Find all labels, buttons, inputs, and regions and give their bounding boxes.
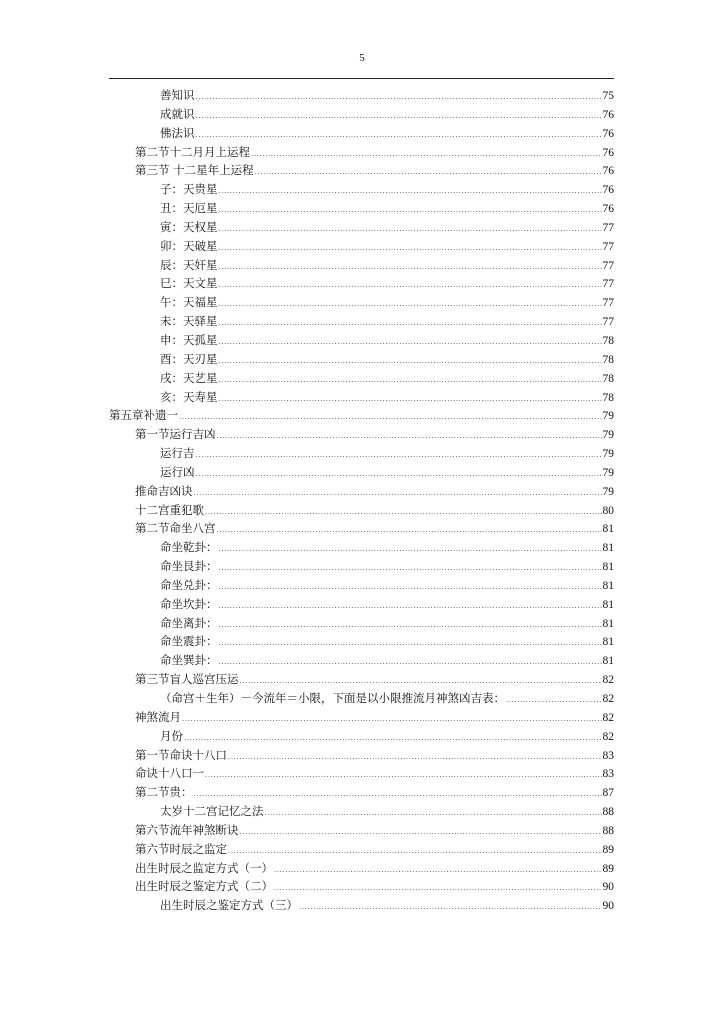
toc-entry-page: 81 (602, 655, 614, 668)
toc-entry-page: 88 (602, 806, 614, 819)
toc-entry-page: 81 (602, 542, 614, 555)
dot-leader (219, 293, 602, 314)
dot-leader (265, 802, 602, 823)
dot-leader (184, 727, 602, 748)
toc-entry-title: 子：天贵星 (160, 182, 218, 197)
toc-entry-title: 第五章补遗一 (109, 408, 178, 423)
toc-entry-title: 午：天福星 (160, 295, 218, 310)
toc-entry[interactable] (0, 350, 724, 369)
toc-entry-page: 76 (602, 184, 614, 197)
toc-entry-title: 第二节十二月月上运程 (135, 144, 250, 159)
toc-entry-page: 82 (602, 711, 614, 724)
toc-entry[interactable] (0, 463, 724, 482)
toc-entry-page: 81 (602, 598, 614, 611)
dot-leader (506, 689, 602, 710)
toc-entry-page: 79 (602, 485, 614, 498)
dot-leader (196, 105, 602, 126)
dot-leader (205, 764, 602, 785)
dot-leader (217, 425, 602, 446)
toc-entry[interactable] (0, 746, 724, 765)
toc-entry[interactable] (0, 632, 724, 651)
toc-entry-page: 76 (602, 165, 614, 178)
toc-entry-title: 成就识 (160, 106, 195, 121)
toc-entry-title: （命宫＋生年）－今流年＝小限，下面是以小限推流月神煞凶吉表： (160, 691, 505, 705)
toc-entry-title: 第六节流年神煞断诀 (135, 822, 239, 837)
toc-entry[interactable] (0, 821, 724, 840)
dot-leader (219, 199, 602, 220)
toc-entry-title: 神煞流月 (135, 709, 181, 724)
toc-entry[interactable] (0, 199, 724, 218)
dot-leader (219, 180, 602, 201)
toc-entry-title: 第三节 十二星年上运程 (135, 163, 254, 178)
toc-entry-title: 寅：天权星 (160, 219, 218, 234)
toc-entry-title: 第一节运行吉凶 (135, 427, 216, 442)
toc-entry[interactable] (0, 161, 724, 180)
toc-entry-page: 77 (602, 221, 614, 234)
toc-entry-page: 89 (602, 862, 614, 875)
dot-leader (240, 821, 602, 842)
toc-entry-page: 75 (602, 90, 614, 102)
toc-entry-page: 77 (602, 240, 614, 253)
toc-entry[interactable] (0, 614, 724, 633)
dot-leader (274, 859, 602, 880)
toc-entry-page: 83 (602, 749, 614, 762)
dot-leader (219, 651, 602, 672)
toc-entry-title: 亥：天寿星 (160, 389, 218, 404)
toc-entry-page: 82 (602, 730, 614, 743)
toc-entry-title: 推命吉凶诀 (135, 483, 193, 498)
dot-leader (182, 708, 602, 729)
toc-entry-page: 77 (602, 259, 614, 272)
toc-entry[interactable] (0, 576, 724, 595)
toc-entry[interactable] (0, 802, 724, 821)
toc-entry[interactable] (0, 557, 724, 576)
dot-leader (219, 350, 602, 371)
dot-leader (194, 783, 602, 804)
toc-entry-page: 81 (602, 561, 614, 574)
toc-entry-page: 83 (602, 768, 614, 781)
toc-entry-title: 未：天驿星 (160, 314, 218, 329)
toc-entry[interactable] (0, 406, 724, 425)
toc-entry[interactable] (0, 425, 724, 444)
toc-entry[interactable] (0, 274, 724, 293)
toc-entry-title: 第二节贵： (135, 785, 193, 800)
toc-entry[interactable] (0, 651, 724, 670)
toc-entry[interactable] (0, 519, 724, 538)
toc-entry[interactable] (0, 237, 724, 256)
toc-entry[interactable] (0, 727, 724, 746)
toc-entry-page: 90 (602, 881, 614, 894)
dot-leader (219, 274, 602, 295)
toc-entry-title: 第三节盲人巡宫压运 (135, 672, 239, 687)
toc-entry-page: 79 (602, 466, 614, 479)
toc-entry-page: 77 (602, 297, 614, 310)
dot-leader (219, 369, 602, 390)
toc-entry[interactable] (0, 840, 724, 859)
toc-entry-title: 命坐坎卦： (160, 596, 218, 611)
toc-entry-title: 辰：天奸星 (160, 257, 218, 272)
toc-entry[interactable] (0, 369, 724, 388)
dot-leader (219, 614, 602, 635)
toc-entry-title: 命坐离卦： (160, 615, 218, 630)
dot-leader (219, 218, 602, 239)
dot-leader (196, 463, 602, 484)
toc-entry[interactable] (0, 86, 724, 105)
toc-entry-title: 命坐震卦： (160, 634, 218, 649)
toc-entry-title: 卯：天破星 (160, 238, 218, 253)
toc-entry-page: 87 (602, 787, 614, 800)
page-number: 5 (359, 52, 365, 64)
toc-entry[interactable] (0, 482, 724, 501)
toc-entry[interactable] (0, 388, 724, 407)
toc-entry-title: 命诀十八口一 (135, 766, 204, 781)
toc-entry-title: 命坐巽卦： (160, 653, 218, 668)
toc-entry-title: 酉：天刃星 (160, 351, 218, 366)
toc-entry-page: 80 (602, 504, 614, 517)
dot-leader (217, 519, 602, 540)
toc-entry[interactable] (0, 143, 724, 162)
dot-leader (251, 143, 602, 164)
toc-entry-title: 命坐兑卦： (160, 577, 218, 592)
dot-leader (219, 632, 602, 653)
toc-entry-page: 77 (602, 278, 614, 291)
toc-entry-title: 第六节时辰之监定 (135, 841, 227, 856)
toc-entry[interactable] (0, 501, 724, 520)
toc-entry-page: 76 (602, 127, 614, 140)
toc-entry-page: 76 (602, 108, 614, 121)
toc-entry-title: 申：天孤星 (160, 332, 218, 347)
toc-entry[interactable] (0, 444, 724, 463)
table-of-contents (0, 86, 724, 915)
toc-entry-title: 第一节命诀十八口 (135, 747, 227, 762)
toc-entry-page: 78 (602, 353, 614, 366)
toc-entry[interactable] (0, 293, 724, 312)
toc-entry-title: 运行凶 (160, 464, 195, 479)
dot-leader (219, 237, 602, 258)
dot-leader (228, 840, 602, 861)
dot-leader (219, 388, 602, 409)
toc-entry-page: 78 (602, 372, 614, 385)
toc-entry-page: 81 (602, 579, 614, 592)
toc-entry-page: 78 (602, 334, 614, 347)
toc-entry-title: 太岁十二宫记忆之法 (160, 804, 264, 819)
toc-entry[interactable] (0, 256, 724, 275)
toc-entry[interactable] (0, 764, 724, 783)
toc-entry[interactable] (0, 859, 724, 878)
toc-entry[interactable] (0, 312, 724, 331)
header-rule (109, 78, 614, 79)
dot-leader (196, 124, 602, 145)
toc-entry-page: 89 (602, 843, 614, 856)
toc-entry-title: 出生时辰之鉴定方式（二） (135, 879, 273, 894)
toc-entry-page: 82 (602, 693, 614, 705)
toc-entry-title: 出生时辰之鉴定方式（三） (160, 898, 298, 913)
toc-entry[interactable] (0, 538, 724, 557)
dot-leader (219, 331, 602, 352)
toc-entry-title: 戌：天艺星 (160, 370, 218, 385)
toc-entry-title: 命坐艮卦： (160, 559, 218, 574)
dot-leader (228, 746, 602, 767)
toc-entry-title: 月份 (160, 728, 183, 743)
dot-leader (219, 312, 602, 333)
toc-entry[interactable] (0, 877, 724, 896)
toc-entry-page: 81 (602, 523, 614, 536)
dot-leader (255, 161, 602, 182)
toc-entry-page: 81 (602, 617, 614, 630)
toc-entry-page: 78 (602, 391, 614, 404)
dot-leader (219, 538, 602, 559)
dot-leader (205, 501, 602, 522)
toc-entry[interactable] (0, 783, 724, 802)
dot-leader (179, 406, 602, 427)
dot-leader (194, 482, 602, 503)
toc-entry[interactable] (0, 124, 724, 143)
toc-entry-title: 第二节命坐八宫 (135, 521, 216, 536)
toc-entry-page: 82 (602, 674, 614, 687)
dot-leader (219, 595, 602, 616)
toc-entry-page: 81 (602, 636, 614, 649)
toc-entry-title: 运行吉 (160, 446, 195, 461)
dot-leader (219, 576, 602, 597)
toc-entry-page: 77 (602, 316, 614, 329)
toc-entry-title: 十二宫重犯歌 (135, 502, 204, 517)
toc-entry[interactable] (0, 896, 724, 915)
toc-entry-page: 79 (602, 448, 614, 461)
toc-entry-page: 79 (602, 410, 614, 423)
toc-entry[interactable] (0, 331, 724, 350)
dot-leader (240, 670, 602, 691)
toc-entry[interactable] (0, 708, 724, 727)
toc-entry[interactable] (0, 670, 724, 689)
toc-entry-title: 丑：天厄星 (160, 201, 218, 216)
toc-entry-page: 76 (602, 203, 614, 216)
toc-entry[interactable] (0, 218, 724, 237)
toc-entry-title: 善知识 (160, 88, 195, 102)
toc-entry-title: 巳：天文星 (160, 276, 218, 291)
dot-leader (274, 877, 602, 898)
dot-leader (196, 86, 602, 107)
dot-leader (219, 557, 602, 578)
toc-entry-page: 88 (602, 824, 614, 837)
dot-leader (299, 896, 602, 917)
toc-entry[interactable] (0, 595, 724, 614)
toc-entry-title: 出生时辰之监定方式（一） (135, 860, 273, 875)
toc-entry-page: 79 (602, 429, 614, 442)
toc-entry[interactable] (0, 180, 724, 199)
dot-leader (219, 256, 602, 277)
toc-entry-page: 76 (602, 146, 614, 159)
toc-entry-page: 90 (602, 900, 614, 913)
toc-entry-title: 佛法识 (160, 125, 195, 140)
dot-leader (196, 444, 602, 465)
toc-entry[interactable] (0, 689, 724, 708)
toc-entry-title: 命坐乾卦： (160, 540, 218, 555)
toc-entry[interactable] (0, 105, 724, 124)
